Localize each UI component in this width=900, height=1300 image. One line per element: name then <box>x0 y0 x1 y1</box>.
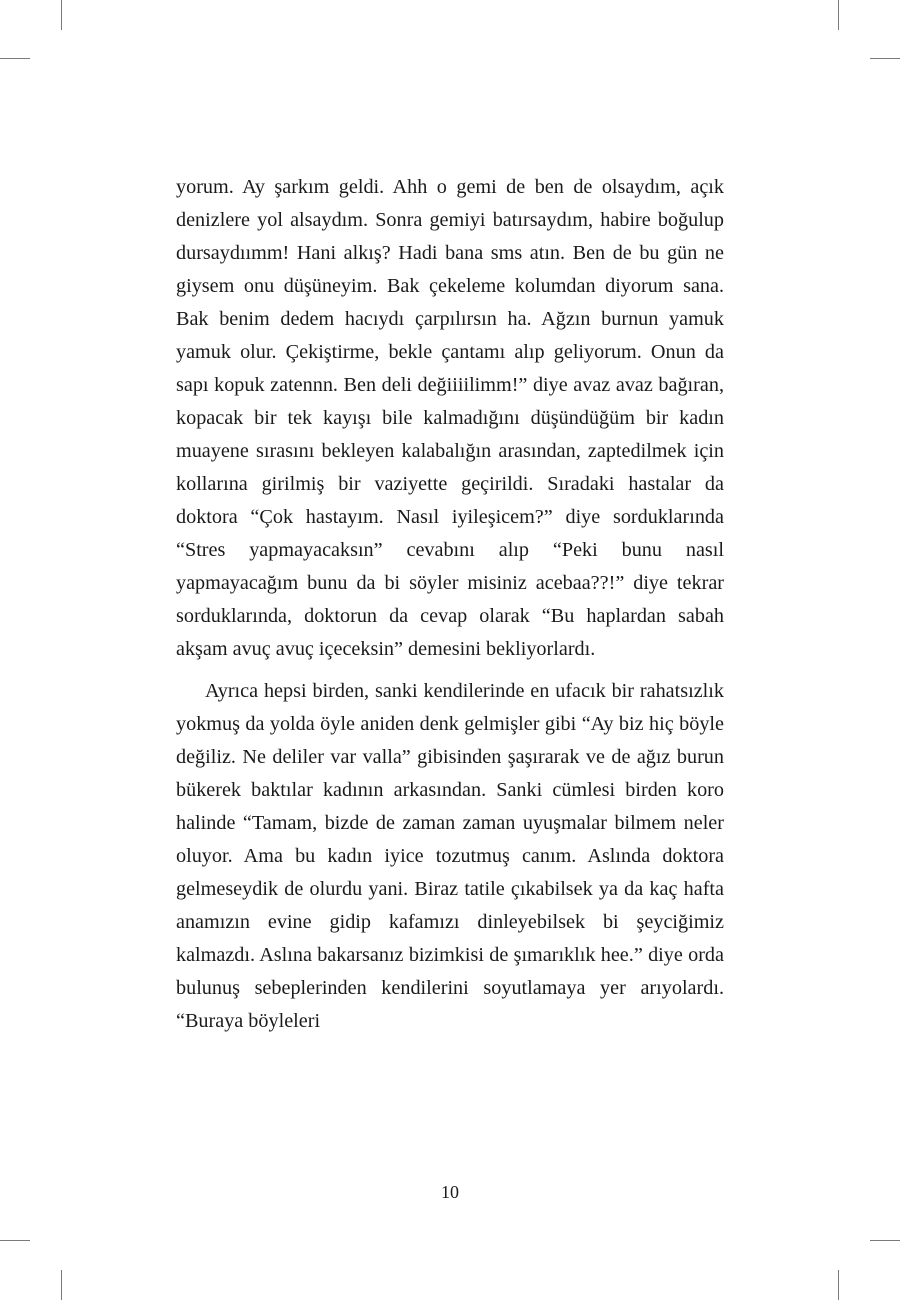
crop-mark-bottom-right <box>838 1270 839 1300</box>
crop-mark-left-bottom <box>0 1240 30 1241</box>
page-number: 10 <box>441 1182 459 1202</box>
body-text <box>176 171 724 1038</box>
crop-mark-right-top <box>870 58 900 59</box>
crop-mark-top-right <box>838 0 839 30</box>
paragraph-2: Ayrıca hepsi birden, sanki kendilerinde en ufacık bir rahatsızlık yokmuş da yolda öyle aniden denk gelmişler gibi “Ay biz hiç böyle değiliz. Ne deliler var valla” gibisinden şaşırarak ve de ağız burun bükerek baktılar kadının arkasından. Sanki cümlesi birden koro halinde “Tamam, bizde de zaman zaman uyuşmalar bilmem neler oluyor. Ama bu kadın iyice tozutmuş canım. Aslında doktora gelmeseydik de olurdu yani. Biraz tatile çıkabilsek ya da kaç hafta anamızın evine gidip kafamızı dinleyebilsek bi şeyciğimiz kalmazdı. Aslına bakarsanız bizimkisi de şımarıklık hee.” diye orda bulunuş sebeplerinden kendilerini soyutlamaya yer arıyolardı. “Buraya böyleleri <box>176 680 724 1032</box>
crop-mark-right-bottom <box>870 1240 900 1241</box>
paragraph-1: yorum. Ay şarkım geldi. Ahh o gemi de ben de olsaydım, açık denizlere yol alsaydım. Sonra gemiyi batırsaydım, habire boğulup dursaydıımm! Hani alkış? Hadi bana sms atın. Ben de bu gün ne giysem onu düşüneyim. Bak çekeleme kolumdan diyorum sana. Bak benim dedem hacıydı çarpılırsın ha. Ağzın burnun yamuk yamuk olur. Çekiştirme, bekle çantamı alıp geliyorum. Onun da sapı kopuk zatennn. Ben deli değiiiilimm!” diye avaz avaz bağıran, kopacak bir tek kayışı bile kalmadığını düşündüğüm bir kadın muayene sırasını bekleyen kalabalığın arasından, zaptedilmek için kollarına girilmiş bir vaziyette geçirildi. Sıradaki hastalar da doktora “Çok hastayım. Nasıl iyileşicem?” diye sorduklarında “Stres yapmayacaksın” cevabını alıp “Peki bunu nasıl yapmayacağım bunu da bi söyler misiniz acebaa??!” diye tekrar sorduklarında, doktorun da cevap olarak “Bu haplardan sabah akşam avuç avuç içeceksin” demesini bekliyorlardı. <box>176 176 724 660</box>
crop-mark-top-left <box>61 0 62 30</box>
crop-mark-bottom-left <box>61 1270 62 1300</box>
crop-mark-left-top <box>0 58 30 59</box>
